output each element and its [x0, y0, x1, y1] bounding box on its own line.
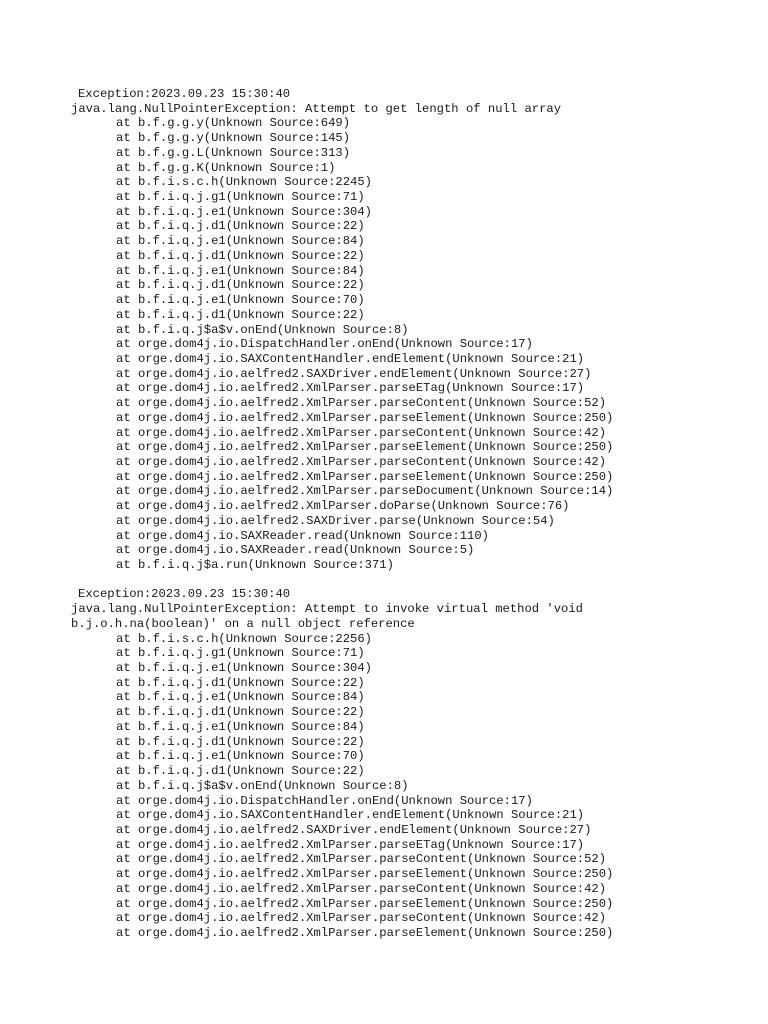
stack-frame: at b.f.i.q.j.e1(Unknown Source:70) — [116, 749, 365, 764]
stack-frame: at orge.dom4j.io.SAXReader.read(Unknown Source:5) — [116, 543, 475, 558]
stack-frame: at b.f.i.q.j.d1(Unknown Source:22) — [116, 248, 365, 263]
stack-frame: at b.f.i.q.j.e1(Unknown Source:84) — [116, 263, 365, 278]
exception-header: Exception:2023.09.23 15:30:40 — [78, 87, 291, 101]
stack-frame: at b.f.i.q.j.d1(Unknown Source:22) — [116, 278, 365, 293]
stack-frame: at orge.dom4j.io.DispatchHandler.onEnd(Unknown Source:17) — [116, 337, 533, 352]
exception-message-line: b.j.o.h.na(boolean)' on a null object reference — [71, 616, 415, 631]
stack-frame: at b.f.i.q.j.d1(Unknown Source:22) — [116, 764, 365, 779]
stack-frame: at b.f.g.g.K(Unknown Source:1) — [116, 160, 336, 175]
stack-frame: at orge.dom4j.io.aelfred2.XmlParser.parseElement(Unknown Source:250) — [116, 410, 614, 425]
stack-frame: at orge.dom4j.io.aelfred2.XmlParser.doParse(Unknown Source:76) — [116, 499, 570, 514]
stack-frame: at orge.dom4j.io.aelfred2.XmlParser.parseElement(Unknown Source:250) — [116, 440, 614, 455]
stack-frame: at b.f.g.g.L(Unknown Source:313) — [116, 145, 351, 160]
stack-frame: at b.f.i.q.j.d1(Unknown Source:22) — [116, 307, 365, 322]
stack-frame: at orge.dom4j.io.aelfred2.SAXDriver.endElement(Unknown Source:27) — [116, 366, 592, 381]
stack-frame: at orge.dom4j.io.aelfred2.XmlParser.parseContent(Unknown Source:42) — [116, 425, 607, 440]
stack-frame: at b.f.i.q.j.e1(Unknown Source:84) — [116, 719, 365, 734]
exception-block — [71, 87, 761, 573]
stack-frame: at orge.dom4j.io.aelfred2.XmlParser.parseETag(Unknown Source:17) — [116, 381, 585, 396]
stack-frame: at b.f.i.q.j.d1(Unknown Source:22) — [116, 219, 365, 234]
stack-frame: at b.f.i.q.j.g1(Unknown Source:71) — [116, 646, 365, 661]
stack-frame: at orge.dom4j.io.aelfred2.XmlParser.parseDocument(Unknown Source:14) — [116, 484, 614, 499]
exception-message-line: java.lang.NullPointerException: Attempt to invoke virtual method 'void — [71, 602, 583, 617]
stack-frame: at orge.dom4j.io.aelfred2.XmlParser.parseElement(Unknown Source:250) — [116, 867, 614, 882]
stack-frame: at b.f.i.q.j.e1(Unknown Source:304) — [116, 204, 372, 219]
stack-frame: at orge.dom4j.io.aelfred2.XmlParser.parseContent(Unknown Source:52) — [116, 396, 607, 411]
stack-frame: at orge.dom4j.io.SAXContentHandler.endElement(Unknown Source:21) — [116, 808, 585, 823]
stack-frame: at b.f.i.q.j.e1(Unknown Source:84) — [116, 690, 365, 705]
stack-frame: at b.f.i.q.j.e1(Unknown Source:84) — [116, 234, 365, 249]
stack-frame: at b.f.i.q.j$a.run(Unknown Source:371) — [116, 558, 394, 572]
stack-frame: at b.f.g.g.y(Unknown Source:145) — [116, 131, 351, 146]
exception-log — [71, 87, 761, 941]
stack-frame: at orge.dom4j.io.aelfred2.SAXDriver.endElement(Unknown Source:27) — [116, 822, 592, 837]
stack-frame: at orge.dom4j.io.aelfred2.XmlParser.parseElement(Unknown Source:250) — [116, 925, 614, 940]
stack-frame: at b.f.i.q.j.d1(Unknown Source:22) — [116, 675, 365, 690]
stack-frame: at b.f.i.q.j.e1(Unknown Source:70) — [116, 293, 365, 308]
stack-frame: at orge.dom4j.io.aelfred2.XmlParser.parseETag(Unknown Source:17) — [116, 837, 585, 852]
stack-frame: at orge.dom4j.io.SAXContentHandler.endElement(Unknown Source:21) — [116, 351, 585, 366]
stack-frame: at b.f.i.q.j$a$v.onEnd(Unknown Source:8) — [116, 322, 409, 337]
exception-block — [71, 587, 761, 940]
stack-frame: at b.f.i.q.j.d1(Unknown Source:22) — [116, 705, 365, 720]
stack-frame: at b.f.i.q.j.d1(Unknown Source:22) — [116, 734, 365, 749]
stack-frame: at orge.dom4j.io.aelfred2.SAXDriver.parse(Unknown Source:54) — [116, 513, 555, 528]
stack-frame: at orge.dom4j.io.aelfred2.XmlParser.parseContent(Unknown Source:42) — [116, 911, 607, 926]
exception-header: Exception:2023.09.23 15:30:40 — [78, 587, 291, 602]
exception-message-line: java.lang.NullPointerException: Attempt to get length of null array — [71, 101, 562, 116]
stack-frame: at b.f.g.g.y(Unknown Source:649) — [116, 116, 351, 131]
stack-frame: at orge.dom4j.io.DispatchHandler.onEnd(Unknown Source:17) — [116, 793, 533, 808]
stack-frame: at b.f.i.q.j.g1(Unknown Source:71) — [116, 190, 365, 205]
stack-frame: at orge.dom4j.io.aelfred2.XmlParser.parseContent(Unknown Source:52) — [116, 852, 607, 867]
stack-frame: at b.f.i.q.j$a$v.onEnd(Unknown Source:8) — [116, 778, 409, 793]
stack-frame: at b.f.i.s.c.h(Unknown Source:2256) — [116, 631, 372, 646]
stack-frame: at orge.dom4j.io.aelfred2.XmlParser.parseElement(Unknown Source:250) — [116, 896, 614, 911]
stack-frame: at b.f.i.q.j.e1(Unknown Source:304) — [116, 661, 372, 676]
stack-frame: at orge.dom4j.io.aelfred2.XmlParser.parseContent(Unknown Source:42) — [116, 454, 607, 469]
stack-frame: at orge.dom4j.io.SAXReader.read(Unknown Source:110) — [116, 528, 489, 543]
stack-frame: at b.f.i.s.c.h(Unknown Source:2245) — [116, 175, 372, 190]
stack-frame: at orge.dom4j.io.aelfred2.XmlParser.parseElement(Unknown Source:250) — [116, 469, 614, 484]
block-spacer — [71, 573, 761, 588]
stack-frame: at orge.dom4j.io.aelfred2.XmlParser.parseContent(Unknown Source:42) — [116, 881, 607, 896]
